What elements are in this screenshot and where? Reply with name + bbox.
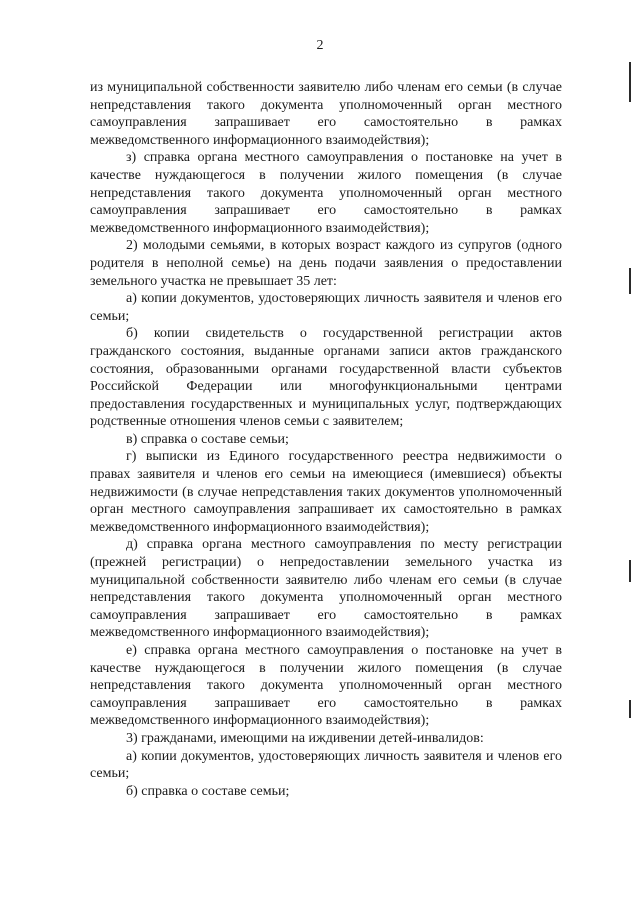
paragraph-item-v: в) справка о составе семьи;	[126, 431, 289, 447]
scan-edge-mark	[629, 700, 631, 718]
paragraph-item-e: е) справка органа местного самоуправления о постановке на учет в качестве нуждающегося в получении жилого помещения (в случае непредставления такого документа уполномоченный орган местного самоуправления запрашивает его самостоятельно в рамках межведомственного информационного взаимодействия);	[90, 643, 562, 729]
document-body	[90, 79, 562, 800]
paragraph-item-d: д) справка органа местного самоуправления по месту регистрации (прежней регистрации) о непредоставлении земельного участка из муниципальной собственности заявителю либо членам его семьи (в случае непредставления такого документа уполномоченный орган местного самоуправления запрашивает его самостоятельно в рамках межведомственного информационного взаимодействия);	[90, 537, 562, 641]
paragraph-item-g: г) выписки из Единого государственного реестра недвижимости о правах заявителя и членов его семьи на имеющиеся (имевшиеся) объекты недвижимости (в случае непредставления таких документов уполномоченный орган местного самоуправления запрашивает их самостоятельно в рамках межведомственного информационного взаимодействия);	[90, 449, 562, 535]
scan-edge-mark	[629, 62, 631, 102]
paragraph-item-3-disabled-children: 3) гражданами, имеющими на иждивении детей-инвалидов:	[126, 730, 484, 746]
scan-edge-mark	[629, 268, 631, 294]
page-number: 2	[316, 38, 324, 53]
paragraph-item-b: б) копии свидетельств о государственной регистрации актов гражданского состояния, выданные органами записи актов гражданского состояния, образованными органами государственной власти субъектов Российской Федерации или многофункциональными центрами предоставления государственных и муниципальных услуг, подтверждающих родственные отношения членов семьи с заявителем;	[90, 326, 562, 430]
paragraph-item-a-2: а) копии документов, удостоверяющих личность заявителя и членов его семьи;	[90, 748, 562, 782]
paragraph-continuation: из муниципальной собственности заявителю либо членам его семьи (в случае непредставления такого документа уполномоченный орган местного самоуправления запрашивает его самостоятельно в рамках межведомственного информационного взаимодействия);	[90, 80, 562, 148]
scan-edge-mark	[629, 560, 631, 582]
paragraph-item-z: з) справка органа местного самоуправления о постановке на учет в качестве нуждающегося в получении жилого помещения (в случае непредставления такого документа уполномоченный орган местного самоуправления запрашивает его самостоятельно в рамках межведомственного информационного взаимодействия);	[90, 150, 562, 236]
paragraph-item-b-2: б) справка о составе семьи;	[126, 783, 290, 799]
paragraph-item-2-young-families: 2) молодыми семьями, в которых возраст каждого из супругов (одного родителя в неполной семье) на день подачи заявления о предоставлении земельного участка не превышает 35 лет:	[90, 238, 562, 289]
paragraph-item-a: а) копии документов, удостоверяющих личность заявителя и членов его семьи;	[90, 291, 562, 324]
